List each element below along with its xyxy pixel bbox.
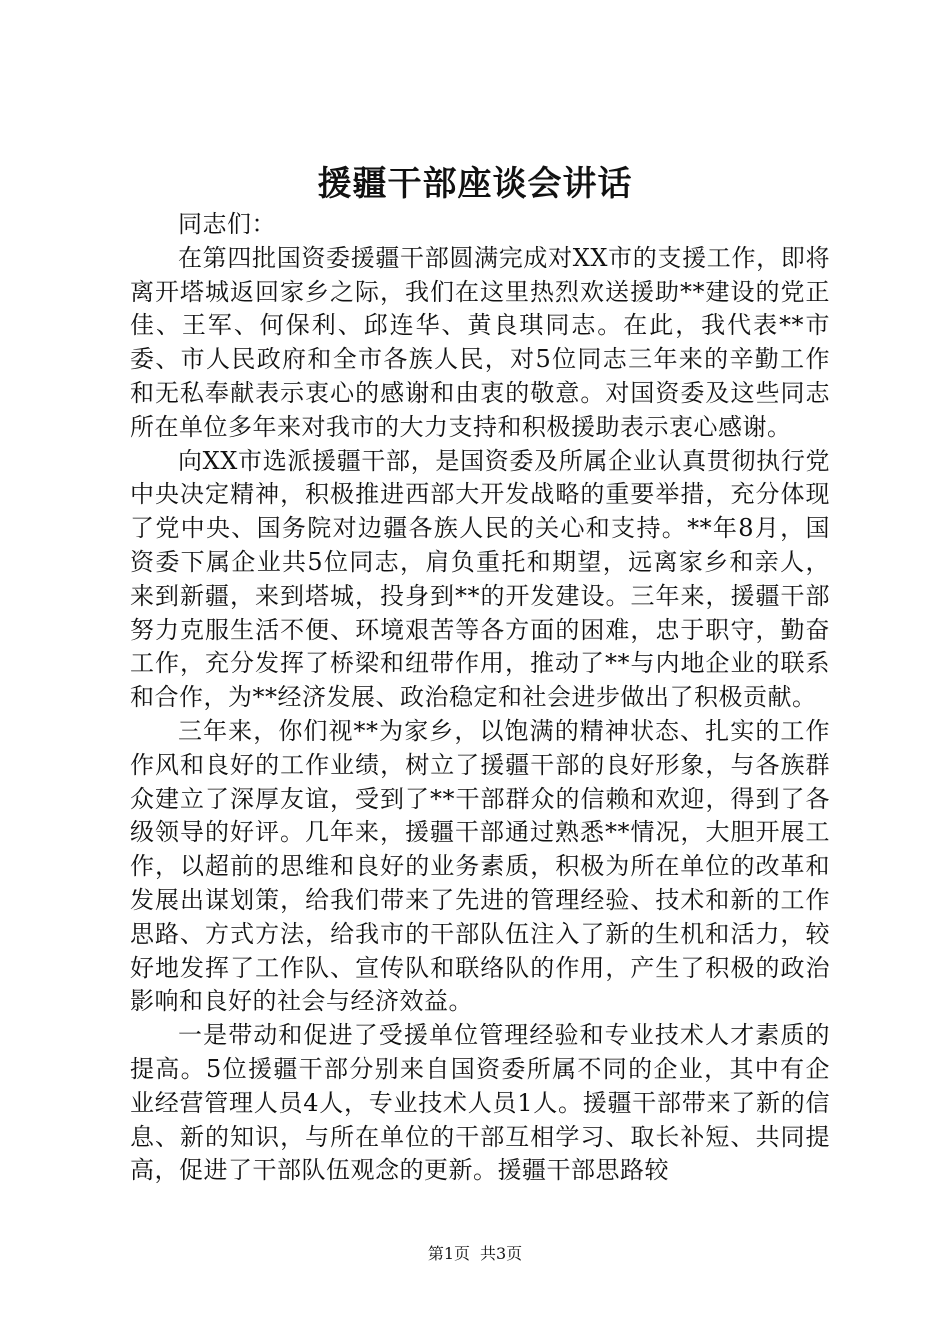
document-title: 援疆干部座谈会讲话 bbox=[317, 164, 633, 204]
body-paragraph: 三年来，你们视**为家乡，以饱满的精神状态、扎实的工作作风和良好的工作业绩，树立了援疆干部的良好形象，与各族群众建立了深厚友谊，受到了**干部群众的信赖和欢迎，得到了各级领导的好评。几年来，援疆干部通过熟悉**情况，大胆开展工作，以超前的思维和良好的业务素质，积极为所在单位的改革和发展出谋划策，给我们带来了先进的管理经验、技术和新的工作思路、方式方法，给我市的干部队伍注入了新的生机和活力，较好地发挥了工作队、宣传队和联络队的作用，产生了积极的政治影响和良好的社会与经济效益。 bbox=[130, 716, 830, 1016]
page-total: 共3页 bbox=[480, 1244, 523, 1263]
page-number: 第1页 bbox=[427, 1244, 470, 1263]
body-paragraph: 一是带动和促进了受援单位管理经验和专业技术人才素质的提高。5位援疆干部分别来自国资委所属不同的企业，其中有企业经营管理人员4人，专业技术人员1人。援疆干部带来了新的信息、新的知识，与所在单位的干部互相学习、取长补短、共同提高，促进了干部队伍观念的更新。援疆干部思路较 bbox=[130, 1021, 830, 1185]
body-paragraph: 在第四批国资委援疆干部圆满完成对XX市的支援工作，即将离开塔城返回家乡之际，我们在这里热烈欢送援助**建设的党正佳、王军、何保利、邱连华、黄良琪同志。在此，我代表**市委、市人民政府和全市各族人民，对5位同志三年来的辛勤工作和无私奉献表示衷心的感谢和由衷的敬意。对国资委及这些同志所在单位多年来对我市的大力支持和积极援助表示衷心感谢。 bbox=[130, 243, 830, 441]
salutation-paragraph: 同志们： bbox=[178, 210, 276, 238]
body-paragraph: 向XX市选派援疆干部，是国资委及所属企业认真贯彻执行党中央决定精神，积极推进西部大开发战略的重要举措，充分体现了党中央、国务院对边疆各族人民的关心和支持。**年8月，国资委下属企业共5位同志，肩负重托和期望，远离家乡和亲人，来到新疆，来到塔城，投身到**的开发建设。三年来，援疆干部努力克服生活不便、环境艰苦等各方面的困难，忠于职守，勤奋工作，充分发挥了桥梁和纽带作用，推动了**与内地企业的联系和合作，为**经济发展、政治稳定和社会进步做出了积极贡献。 bbox=[130, 446, 830, 712]
document-body bbox=[130, 208, 830, 1188]
page-footer bbox=[0, 1243, 950, 1265]
